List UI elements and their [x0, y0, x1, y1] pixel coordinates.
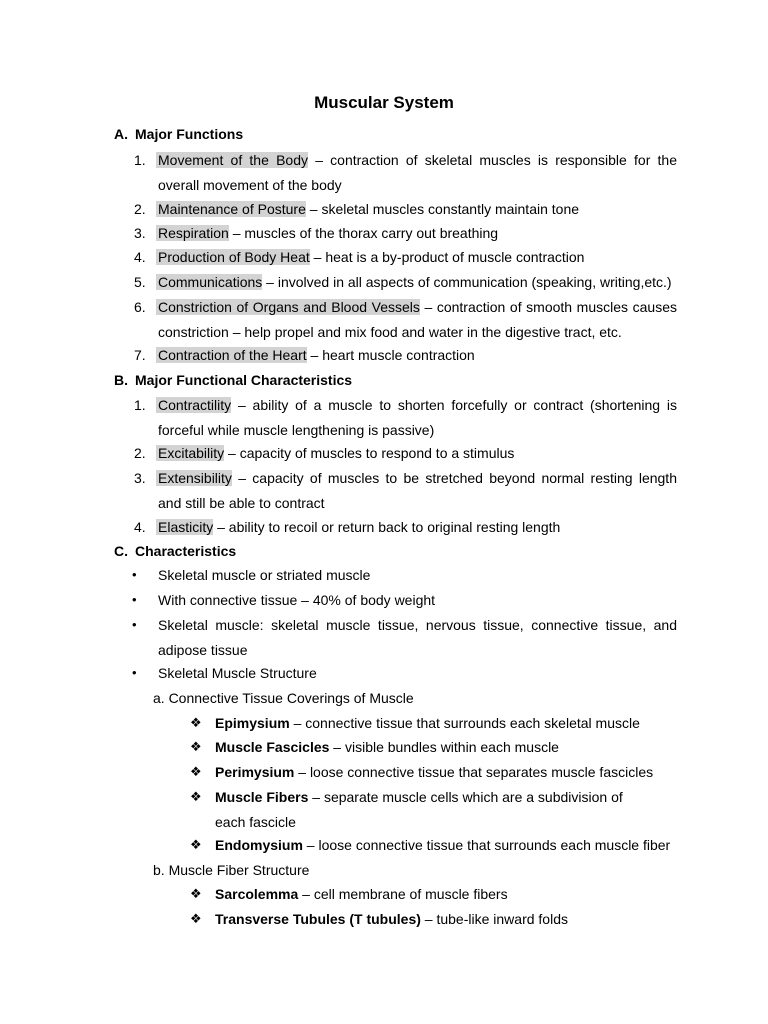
diamond-bullet-icon: ❖ — [190, 739, 202, 754]
bold-term: Sarcolemma — [215, 886, 299, 902]
list-item — [158, 221, 677, 246]
highlighted-term: Excitability — [158, 445, 225, 461]
item-description: – cell membrane of muscle fibers — [298, 886, 508, 902]
item-description: – ability of a muscle to shorten forcefully or contract (shortening is forceful while muscle lengthening is passive) — [158, 397, 677, 438]
bold-term: Epimysium — [215, 715, 290, 731]
list-item — [158, 515, 677, 540]
diamond-bullet-icon: ❖ — [190, 911, 202, 926]
bullet-icon: • — [132, 665, 137, 680]
item-description: – contraction of skeletal muscles is responsible for the overall movement of the body — [158, 152, 678, 193]
list-item — [158, 245, 677, 270]
highlighted-term: Maintenance of Posture — [158, 201, 306, 217]
item-description: – skeletal muscles constantly maintain tone — [305, 201, 580, 217]
highlighted-term: Extensibility — [158, 470, 232, 486]
list-number: 4. — [134, 249, 146, 265]
item-description: – separate muscle cells which are a subdivision of each fascicle — [215, 789, 623, 830]
highlighted-term: Respiration — [158, 225, 229, 241]
page-title: Muscular System — [314, 93, 454, 112]
list-number: 5. — [134, 274, 146, 290]
list-item — [158, 197, 677, 222]
bullet-icon: • — [132, 617, 137, 632]
list-number: 3. — [134, 470, 146, 486]
bullet-icon: • — [132, 567, 137, 582]
item-description: – visible bundles within each muscle — [329, 739, 559, 755]
item-description: – ability to recoil or return back to original resting length — [213, 519, 561, 535]
list-number: 1. — [134, 397, 146, 413]
section-heading-a — [114, 124, 243, 144]
list-item — [215, 907, 685, 932]
highlighted-term: Production of Body Heat — [158, 249, 310, 265]
item-description: – muscles of the thorax carry out breathing — [228, 225, 499, 241]
list-item — [158, 295, 677, 344]
bold-term: Muscle Fibers — [215, 789, 309, 805]
list-number: 2. — [134, 445, 146, 461]
highlighted-term: Elasticity — [158, 519, 214, 535]
highlighted-term: Contraction of the Heart — [158, 347, 307, 363]
item-description: – capacity of muscles to respond to a stimulus — [224, 445, 515, 461]
list-item: Skeletal muscle: skeletal muscle tissue, nervous tissue, connective tissue, and adipose tissue — [158, 617, 677, 658]
list-item — [158, 343, 677, 368]
list-number: 1. — [134, 152, 146, 168]
item-description: – heat is a by-product of muscle contraction — [309, 249, 585, 265]
list-item — [158, 148, 677, 197]
item-description: – contraction of smooth muscles causes constriction – help propel and mix food and water in the digestive tract, etc. — [158, 299, 677, 340]
list-item — [215, 785, 655, 834]
list-item — [158, 466, 677, 515]
section-label: Characteristics — [135, 543, 237, 559]
list-item — [215, 833, 685, 858]
diamond-bullet-icon: ❖ — [190, 715, 202, 730]
bold-term: Transverse Tubules (T tubules) — [215, 911, 421, 927]
highlighted-term: Contractility — [158, 397, 232, 413]
bullet-icon: • — [132, 592, 137, 607]
diamond-bullet-icon: ❖ — [190, 837, 202, 852]
list-item — [215, 882, 685, 907]
section-label: Major Functions — [135, 126, 244, 142]
subsection-heading-b: b. Muscle Fiber Structure — [153, 862, 310, 878]
section-letter: B. — [114, 372, 128, 388]
highlighted-term: Constriction of Organs and Blood Vessels — [158, 299, 420, 315]
list-item: With connective tissue – 40% of body weight — [158, 592, 436, 608]
list-item — [158, 393, 677, 442]
list-item — [215, 711, 685, 736]
item-description: – tube-like inward folds — [420, 911, 568, 927]
list-number: 2. — [134, 201, 146, 217]
item-description: – connective tissue that surrounds each skeletal muscle — [289, 715, 640, 731]
section-label: Major Functional Characteristics — [135, 372, 353, 388]
list-number: 4. — [134, 519, 146, 535]
section-heading-c — [114, 541, 236, 561]
list-number: 6. — [134, 299, 146, 315]
diamond-bullet-icon: ❖ — [190, 764, 202, 779]
bold-term: Muscle Fascicles — [215, 739, 330, 755]
list-item — [215, 760, 685, 785]
highlighted-term: Movement of the Body — [158, 152, 308, 168]
diamond-bullet-icon: ❖ — [190, 886, 202, 901]
list-number: 3. — [134, 225, 146, 241]
item-description: – capacity of muscles to be stretched beyond normal resting length and still be able to contract — [158, 470, 677, 511]
item-description: – loose connective tissue that surrounds each muscle fiber — [302, 837, 671, 853]
bold-term: Perimysium — [215, 764, 295, 780]
list-number: 7. — [134, 347, 146, 363]
list-item — [158, 441, 677, 466]
item-description: – loose connective tissue that separates muscle fascicles — [294, 764, 654, 780]
list-item: Skeletal Muscle Structure — [158, 665, 317, 681]
section-letter: A. — [114, 126, 128, 142]
list-item: Skeletal muscle or striated muscle — [158, 567, 371, 583]
highlighted-term: Communications — [158, 274, 263, 290]
section-heading-b — [114, 370, 352, 390]
list-item — [158, 270, 677, 295]
diamond-bullet-icon: ❖ — [190, 789, 202, 804]
subsection-heading-a: a. Connective Tissue Coverings of Muscle — [153, 690, 414, 706]
list-item — [215, 735, 685, 760]
section-letter: C. — [114, 543, 128, 559]
item-description: – involved in all aspects of communication (speaking, writing,etc.) — [262, 274, 672, 290]
bold-term: Endomysium — [215, 837, 303, 853]
item-description: – heart muscle contraction — [306, 347, 475, 363]
